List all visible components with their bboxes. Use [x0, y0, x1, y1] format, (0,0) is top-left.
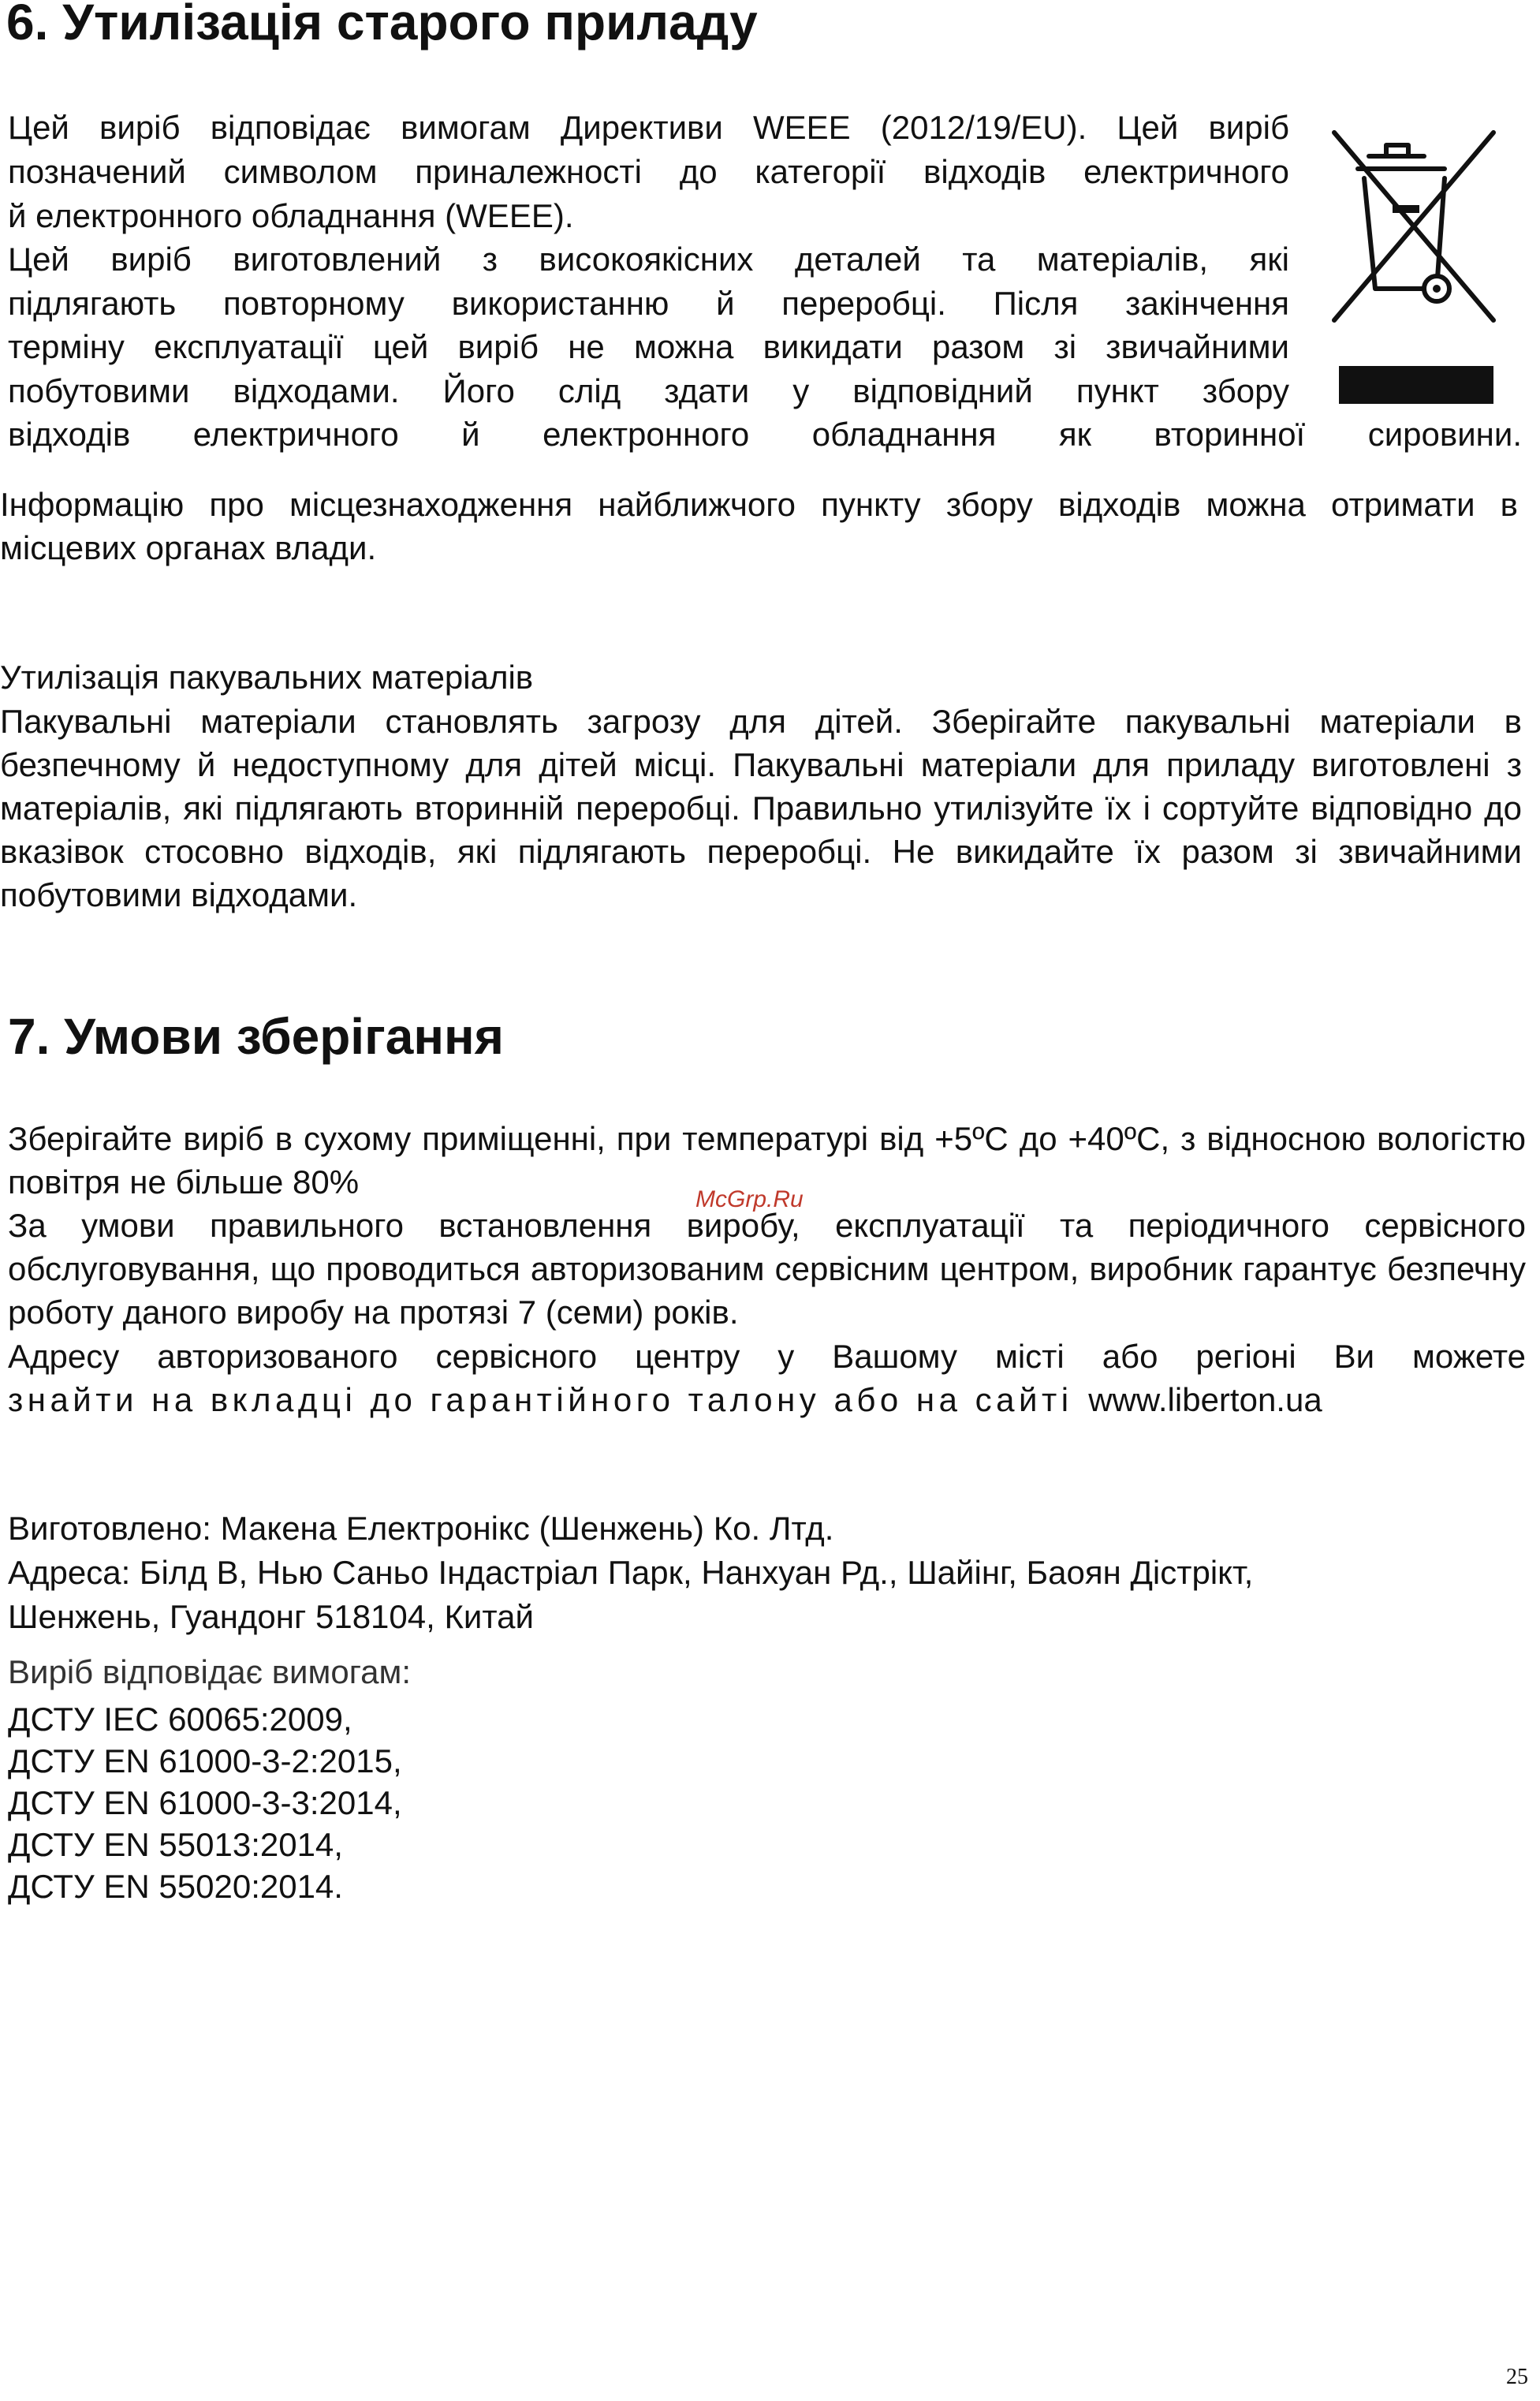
compliance-standard: ДСТУ EN 55013:2014,	[8, 1826, 343, 1863]
compliance-standard: ДСТУ EN 55020:2014.	[8, 1868, 343, 1905]
service-url-link[interactable]: www.liberton.ua	[1088, 1381, 1322, 1418]
compliance-standard: ДСТУ IEC 60065:2009,	[8, 1701, 352, 1738]
section7-title: 7. Умови зберігання	[8, 1008, 504, 1065]
collection-info: Інформацію про місцезнаходження найближчого пункту збору відходів можна отримати в місцевих органах влади.	[0, 486, 1518, 566]
weee-text-line: відходів електричного й електронного обладнання як вторинної сировини.	[8, 416, 1522, 453]
section6-title: 6. Утилізація старого приладу	[6, 0, 758, 50]
weee-text-line: підлягають повторному використанню й переробці. Після закінчення	[8, 285, 1289, 322]
weee-text-line: й електронного обладнання (WEEE).	[8, 197, 574, 234]
weee-text-line: Цей виріб відповідає вимогам Директиви WEEE (2012/19/EU). Цей виріб	[8, 109, 1289, 146]
crossed-out-wheeled-bin-icon	[1318, 125, 1516, 405]
warranty-text: За умови правильного встановлення виробу, експлуатації та періодичного сервісного обслуговування, що проводиться авторизованим сервісним центром, виробник гарантує безпечну роботу даного виробу на протязі 7 (семи) років.	[8, 1207, 1526, 1331]
packaging-heading: Утилізація пакувальних матеріалів	[0, 659, 534, 696]
manufacturer-name: Виготовлено: Макена Електронікс (Шенжень) Ко. Лтд.	[8, 1510, 834, 1547]
service-center-line2	[8, 1378, 1526, 1422]
page-number: 25	[1506, 2365, 1528, 2389]
weee-text-line: Цей виріб виготовлений з високоякісних деталей та матеріалів, які	[8, 241, 1289, 278]
weee-text-line: побутовими відходами. Його слід здати у відповідний пункт збору	[8, 372, 1289, 409]
manufacturer-address: Адреса: Білд В, Нью Саньо Індастріал Парк, Нанхуан Рд., Шайінг, Баоян Дістрікт,	[8, 1554, 1254, 1591]
weee-text-line: терміну експлуатації цей виріб не можна викидати разом зі звичайними	[8, 328, 1289, 365]
compliance-standard: ДСТУ EN 61000-3-3:2014,	[8, 1784, 402, 1821]
packaging-text: Пакувальні матеріали становлять загрозу для дітей. Зберігайте пакувальні матеріали в безпечному й недоступному для дітей місці. Пакувальні матеріали для приладу виготовлені з матеріалів, які підлягають вторинній переробці. Правильно утилізуйте їх і сортуйте відповідно до вказівок стосовно відходів, які підлягають переробці. Не викидайте їх разом зі звичайними побутовими відходами.	[0, 703, 1522, 913]
service-center-line: Адресу авторизованого сервісного центру у Вашому місті або регіоні Ви можете	[8, 1338, 1526, 1375]
manufacturer-address: Шенжень, Гуандонг 518104, Китай	[8, 1598, 534, 1635]
watermark: McGrp.Ru	[695, 1186, 804, 1212]
compliance-heading: Виріб відповідає вимогам:	[8, 1653, 412, 1690]
compliance-standard: ДСТУ EN 61000-3-2:2015,	[8, 1742, 402, 1779]
weee-text-line: позначений символом приналежності до категорії відходів електричного	[8, 153, 1289, 190]
service-center-text: знайти на вкладці до гарантійного талону або на сайті	[8, 1381, 1073, 1418]
storage-conditions: Зберігайте виріб в сухому приміщенні, при температурі від +5ºC до +40ºC, з відносною вологістю повітря не більше 80%	[8, 1120, 1526, 1200]
